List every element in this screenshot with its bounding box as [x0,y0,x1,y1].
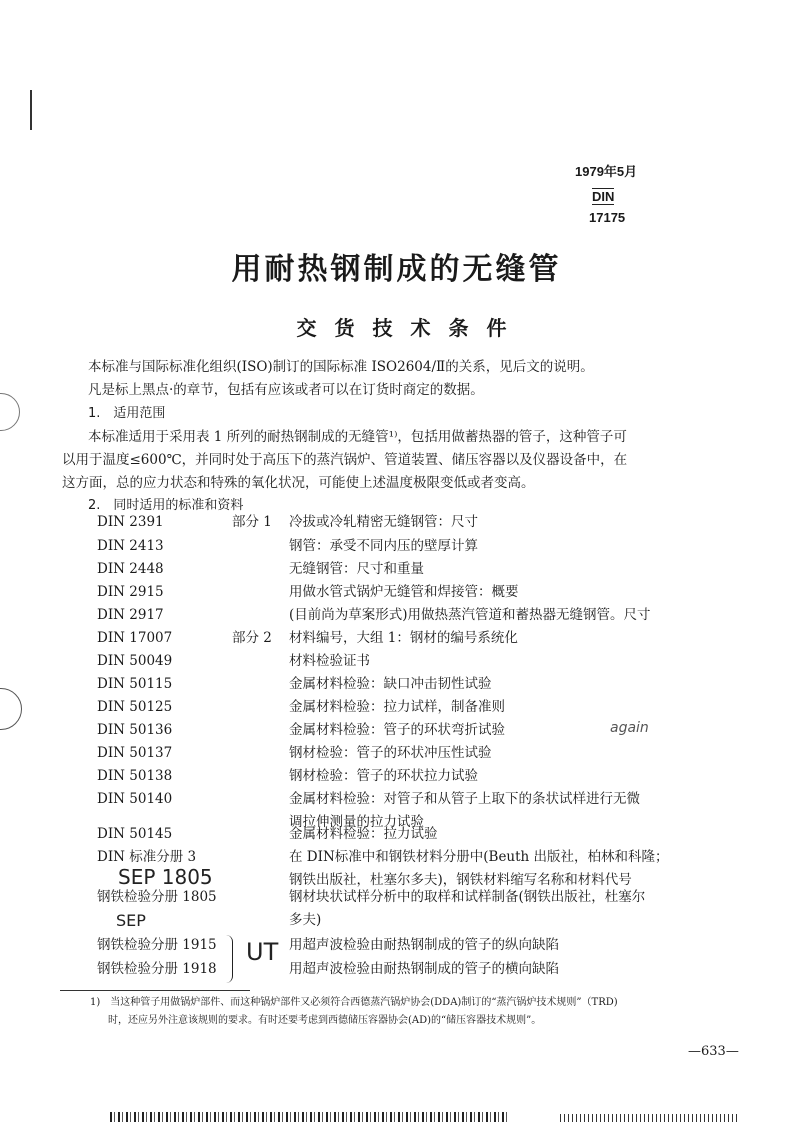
document-subtitle: 交货技术条件 [296,316,525,340]
reference-description: 冷拔或冷轧精密无缝钢管：尺寸 [289,514,478,530]
section-heading: 1. 适用范围 [88,406,166,421]
reference-code: 钢铁检验分册 1918 [97,961,217,977]
paragraph-line: 本标准适用于采用表 1 所列的耐热钢制成的无缝管¹⁾，包括用做蓄热器的管子，这种管子可 [88,429,627,445]
footnote-line: 时，还应另外注意该规则的要求。有时还要考虑到西德储压容器协会(AD)的“储压容器技术规则”。 [108,1015,542,1026]
handwritten-note: SEP 1805 [118,865,213,889]
scan-bar [110,1112,510,1122]
punch-hole [0,393,20,431]
reference-code: DIN 2917 [97,607,164,623]
footnote-line: 1) 当这种管子用做锅炉部件、而这种锅炉部件又必须符合西德蒸汽锅炉协会(DDA)制订的“蒸汽锅炉技术规则”（TRD) [90,997,618,1008]
reference-code: DIN 2448 [97,561,164,577]
page-number: —633— [688,1044,739,1059]
reference-description: 用超声波检验由耐热钢制成的管子的纵向缺陷 [289,937,559,953]
reference-description: 多夫) [289,912,322,928]
section-heading: 2. 同时适用的标准和资料 [88,498,244,513]
reference-code: DIN 2413 [97,538,164,554]
document-title: 用耐热钢制成的无缝管 [231,252,562,287]
intro-line: 本标准与国际标准化组织(ISO)制订的国际标准 ISO2604/Ⅱ的关系，见后文的说明。 [88,359,594,375]
brace [226,935,233,983]
reference-description: 金属材料检验：对管子和从管子上取下的条状试样进行无微 [289,791,640,807]
reference-description: 钢材块状试样分析中的取样和试样制备(钢铁出版社，杜塞尔 [289,889,646,905]
reference-description: 材料检验证书 [289,653,370,669]
reference-code: DIN 50049 [97,653,173,669]
footnote-rule [60,990,250,991]
reference-code: 钢铁检验分册 1915 [97,937,217,953]
scan-bar [560,1114,740,1122]
reference-description: 调拉伸测量的拉力试验 [289,814,424,830]
standard-label: DIN [592,189,615,204]
scan-mark [30,90,32,130]
reference-code: DIN 50125 [97,699,173,715]
reference-code: DIN 50145 [97,826,173,842]
publication-date: 1979年5月 [575,164,638,179]
reference-description: 无缝钢管：尺寸和重量 [289,561,424,577]
reference-description: 金属材料检验：拉力试样，制备准则 [289,699,505,715]
reference-description: (目前尚为草案形式)用做热蒸汽管道和蓄热器无缝钢管。尺寸 [289,607,651,623]
reference-code: 钢铁检验分册 1805 [97,889,217,905]
reference-code: DIN 2915 [97,584,164,600]
reference-description: 金属材料检验：拉力试验 [289,826,438,842]
intro-line: 凡是标上黑点·的章节，包括有应该或者可以在订货时商定的数据。 [88,382,484,398]
reference-code: DIN 50115 [97,676,173,692]
reference-code: DIN 17007 [97,630,173,646]
handwritten-note: SEP [116,911,146,930]
reference-part: 部分 1 [232,514,272,530]
reference-description: 材料编号，大组 1：钢材的编号系统化 [289,630,518,646]
paragraph-line: 这方面，总的应力状态和特殊的氧化状况，可能使上述温度极限变低或者变高。 [62,475,535,491]
reference-description: 钢管：承受不同内压的壁厚计算 [289,538,478,554]
reference-description: 金属材料检验：管子的环状弯折试验 [289,722,505,738]
reference-code: DIN 50137 [97,745,173,761]
reference-code: DIN 50136 [97,722,173,738]
reference-code: DIN 50138 [97,768,173,784]
reference-description: 钢铁出版社，杜塞尔多夫)，钢铁材料缩写名称和材料代号 [289,872,632,888]
reference-description: 在 DIN标准中和钢铁材料分册中(Beuth 出版社，柏林和科隆； [289,849,669,865]
standard-number: 17175 [589,210,626,225]
reference-description: 用做水管式锅炉无缝管和焊接管：概要 [289,584,519,600]
handwritten-note: UT [246,938,279,966]
reference-part: 部分 2 [232,630,272,646]
handwritten-note: again [610,720,649,736]
reference-description: 用超声波检验由耐热钢制成的管子的横向缺陷 [289,961,559,977]
reference-code: DIN 2391 [97,514,164,530]
reference-code: DIN 标准分册 3 [97,849,197,865]
reference-description: 金属材料检验：缺口冲击韧性试验 [289,676,492,692]
reference-code: DIN 50140 [97,791,173,807]
paragraph-line: 以用于温度≤600℃，并同时处于高压下的蒸汽锅炉、管道装置、储压容器以及仪器设备中，在 [62,452,628,468]
reference-description: 钢材检验：管子的环状拉力试验 [289,768,478,784]
reference-description: 钢材检验：管子的环状冲压性试验 [289,745,492,761]
punch-hole [0,688,22,730]
